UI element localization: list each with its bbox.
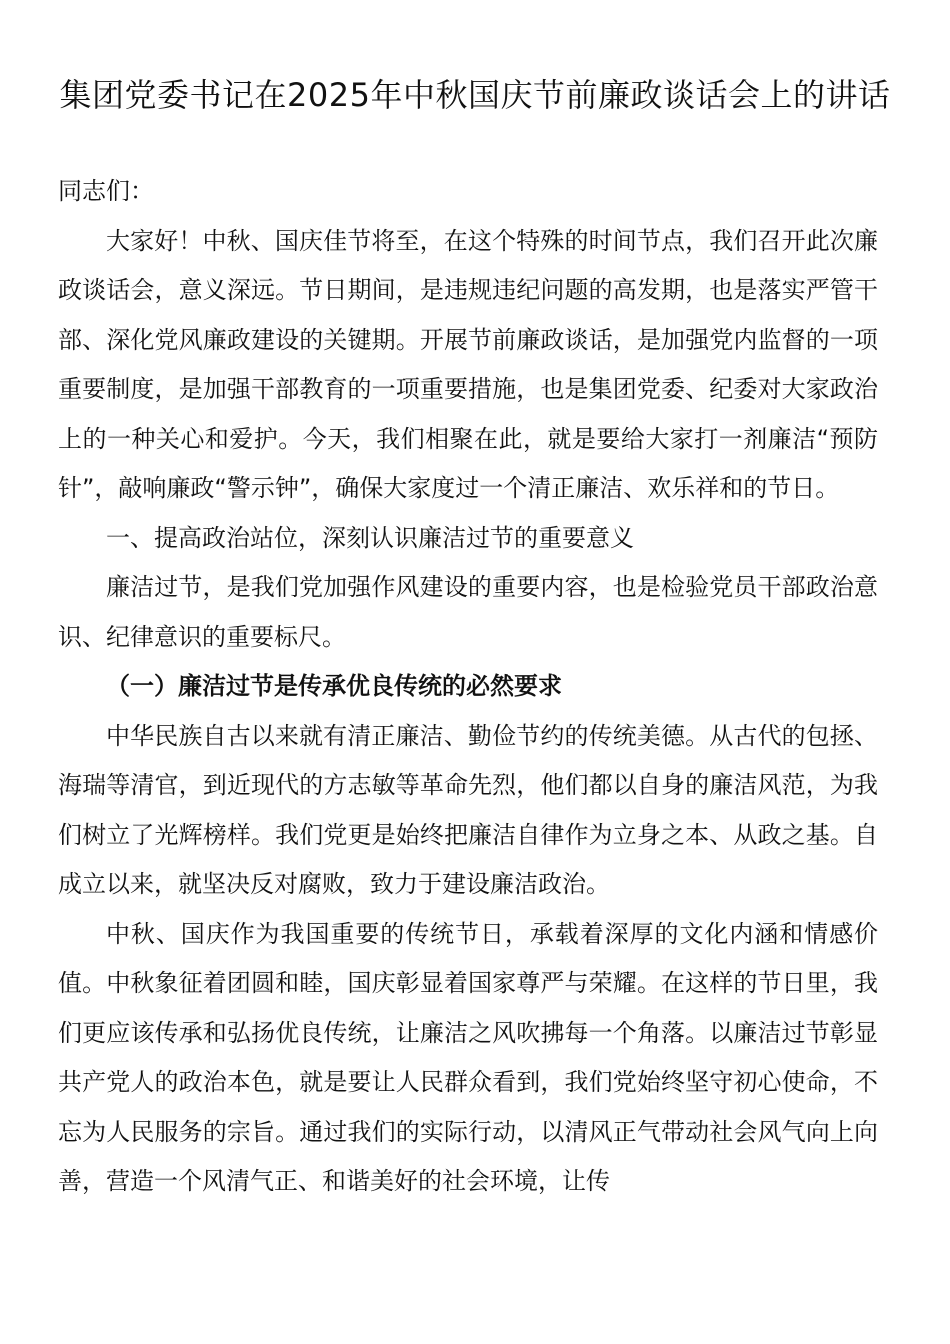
document-title: 集团党委书记在2025年中秋国庆节前廉政谈话会上的讲话 [59,76,891,114]
section-heading-1: 一、提高政治站位，深刻认识廉洁过节的重要意义 [106,523,634,552]
paragraph-section-intro: 廉洁过节，是我们党加强作风建设的重要内容，也是检验党员干部政治意识、纪律意识的重要标尺。 [58,573,878,651]
subsection-heading-1: （一）廉洁过节是传承优良传统的必然要求 [106,672,562,700]
paragraph-opening: 大家好！中秋、国庆佳节将至，在这个特殊的时间节点，我们召开此次廉政谈话会，意义深远。节日期间，是违规违纪问题的高发期，也是落实严管干部、深化党风廉政建设的关键期。开展节前廉政谈话，是加强党内监督的一项重要制度，是加强干部教育的一项重要措施，也是集团党委、纪委对大家政治上的一种关心和爱护。今天，我们相聚在此，就是要给大家打一剂廉洁“预防针”，敲响廉政“警示钟”，确保大家度过一个清正廉洁、欢乐祥和的节日。 [58,226,878,502]
paragraph-tradition: 中华民族自古以来就有清正廉洁、勤俭节约的传统美德。从古代的包拯、海瑞等清官，到近现代的方志敏等革命先烈，他们都以自身的廉洁风范，为我们树立了光辉榜样。我们党更是始终把廉洁自律作为立身之本、从政之基。自成立以来，就坚决反对腐败，致力于建设廉洁政治。 [58,721,878,898]
salutation: 同志们： [58,177,154,205]
document-body [58,167,878,1207]
paragraph-festival: 中秋、国庆作为我国重要的传统节日，承载着深厚的文化内涵和情感价值。中秋象征着团圆和睦，国庆彰显着国家尊严与荣耀。在这样的节日里，我们更应该传承和弘扬优良传统，让廉洁之风吹拂每一个角落。以廉洁过节彰显共产党人的政治本色，就是要让人民群众看到，我们党始终坚守初心使命，不忘为人民服务的宗旨。通过我们的实际行动，以清风正气带动社会风气向上向善，营造一个风清气正、和谐美好的社会环境，让传 [58,919,878,1195]
